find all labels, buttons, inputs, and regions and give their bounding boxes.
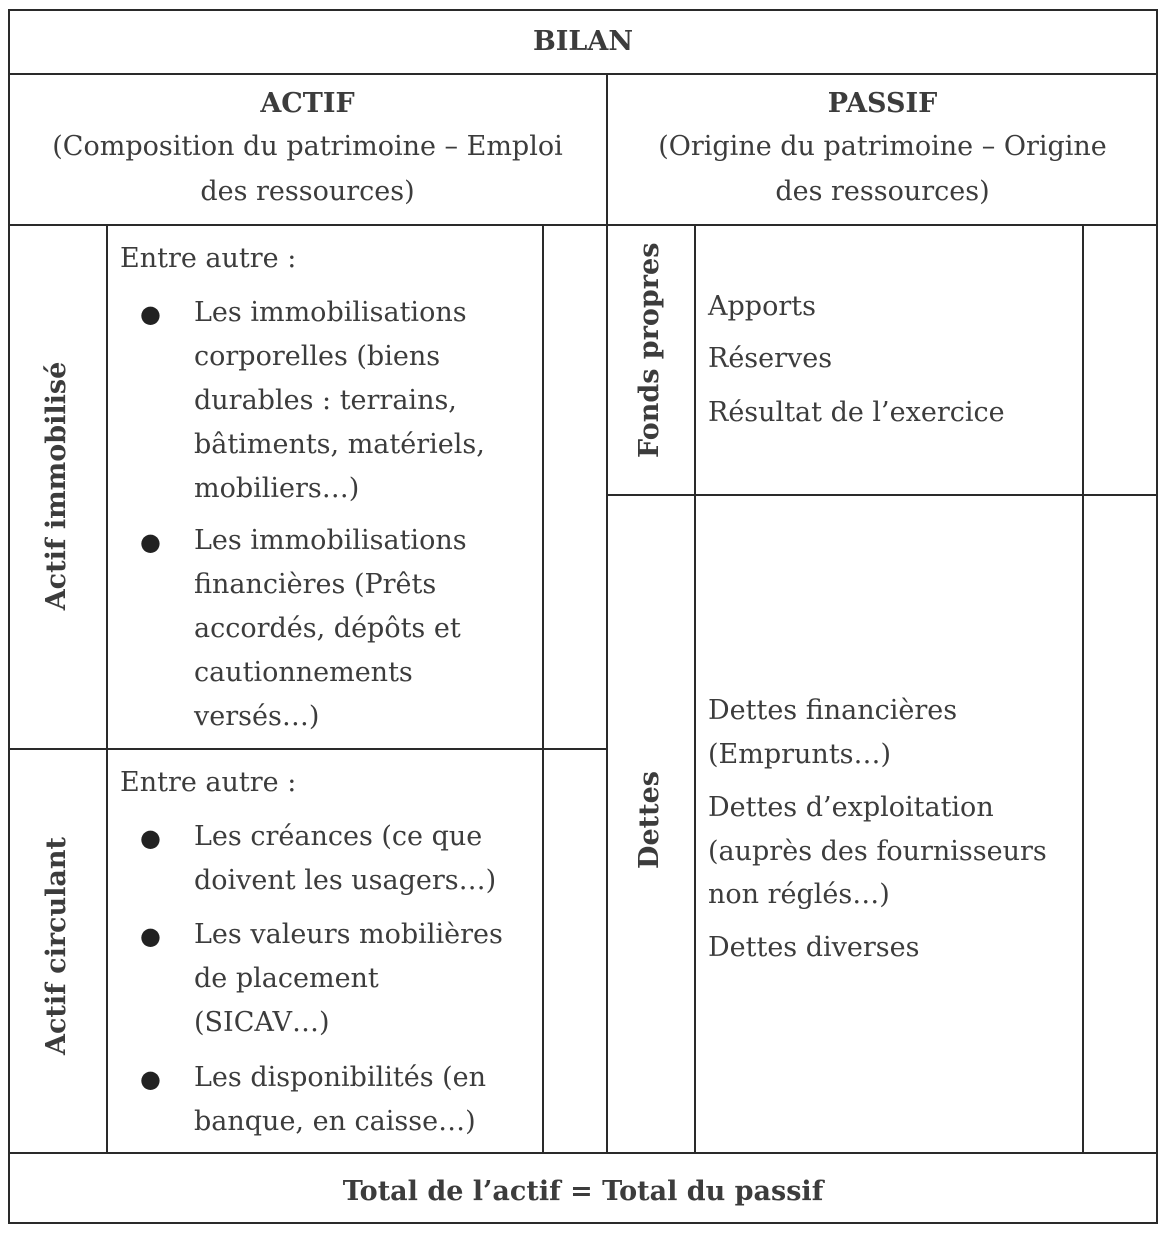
- border-bottom: [8, 1222, 1158, 1224]
- list-item: doivent les usagers…): [194, 865, 497, 896]
- dettes-item: Dettes financières: [708, 695, 958, 726]
- fonds-propres-item: Résultat de l’exercice: [708, 397, 1005, 428]
- divider-actif: [8, 748, 607, 750]
- list-item: bâtiments, matériels,: [194, 429, 485, 460]
- list-item: cautionnements: [194, 657, 413, 688]
- divider-actif-label: [106, 224, 108, 1154]
- actif-subtitle: (Composition du patrimoine – Emploi: [52, 131, 563, 162]
- actif-header: ACTIF: [260, 88, 355, 119]
- bullet-icon: ●: [140, 1065, 161, 1093]
- actif-circulant-intro: Entre autre :: [120, 767, 297, 798]
- divider-passif: [607, 494, 1158, 496]
- list-item: Les immobilisations: [194, 525, 467, 556]
- fonds-propres-item: Réserves: [708, 343, 833, 374]
- passif-subtitle: des ressources): [775, 176, 990, 207]
- list-item: Les valeurs mobilières: [194, 919, 503, 950]
- divider-actif-amount: [542, 224, 544, 1154]
- actif-immobilise-intro: Entre autre :: [120, 243, 297, 274]
- table-title: BILAN: [532, 26, 634, 57]
- divider-footer: [8, 1152, 1158, 1154]
- list-item: financières (Prêts: [194, 569, 437, 600]
- list-item: Les créances (ce que: [194, 821, 483, 852]
- bullet-icon: ●: [140, 922, 161, 950]
- divider-passif-amount: [1082, 224, 1084, 1154]
- dettes-item: (Emprunts…): [708, 739, 892, 770]
- divider-title: [8, 73, 1158, 75]
- dettes-item: Dettes d’exploitation: [708, 792, 994, 823]
- list-item: Les disponibilités (en: [194, 1062, 487, 1093]
- list-item: banque, en caisse…): [194, 1106, 476, 1137]
- list-item: Les immobilisations: [194, 297, 467, 328]
- actif-subtitle: des ressources): [200, 176, 415, 207]
- dettes-item: (auprès des fournisseurs: [708, 836, 1047, 867]
- divider-middle: [606, 73, 608, 1154]
- list-item: (SICAV…): [194, 1007, 330, 1038]
- list-item: accordés, dépôts et: [194, 613, 461, 644]
- list-item: durables : terrains,: [194, 385, 457, 416]
- dettes-item: Dettes diverses: [708, 932, 920, 963]
- dettes-item: non réglés…): [708, 879, 890, 910]
- fonds-propres-label: Fonds propres: [634, 242, 665, 458]
- passif-header: PASSIF: [827, 88, 938, 119]
- passif-subtitle: (Origine du patrimoine – Origine: [658, 131, 1107, 162]
- bullet-icon: ●: [140, 824, 161, 852]
- bullet-icon: ●: [140, 300, 161, 328]
- divider-passif-label: [694, 224, 696, 1154]
- actif-immobilise-label: Actif immobilisé: [41, 361, 72, 611]
- list-item: de placement: [194, 963, 379, 994]
- fonds-propres-item: Apports: [708, 291, 816, 322]
- list-item: versés…): [194, 701, 320, 732]
- list-item: corporelles (biens: [194, 341, 441, 372]
- actif-circulant-label: Actif circulant: [41, 837, 72, 1055]
- dettes-label: Dettes: [634, 771, 665, 869]
- list-item: mobiliers…): [194, 473, 360, 504]
- bullet-icon: ●: [140, 528, 161, 556]
- table-footer: Total de l’actif = Total du passif: [342, 1176, 824, 1207]
- divider-header: [8, 224, 1158, 226]
- border-top: [8, 9, 1158, 11]
